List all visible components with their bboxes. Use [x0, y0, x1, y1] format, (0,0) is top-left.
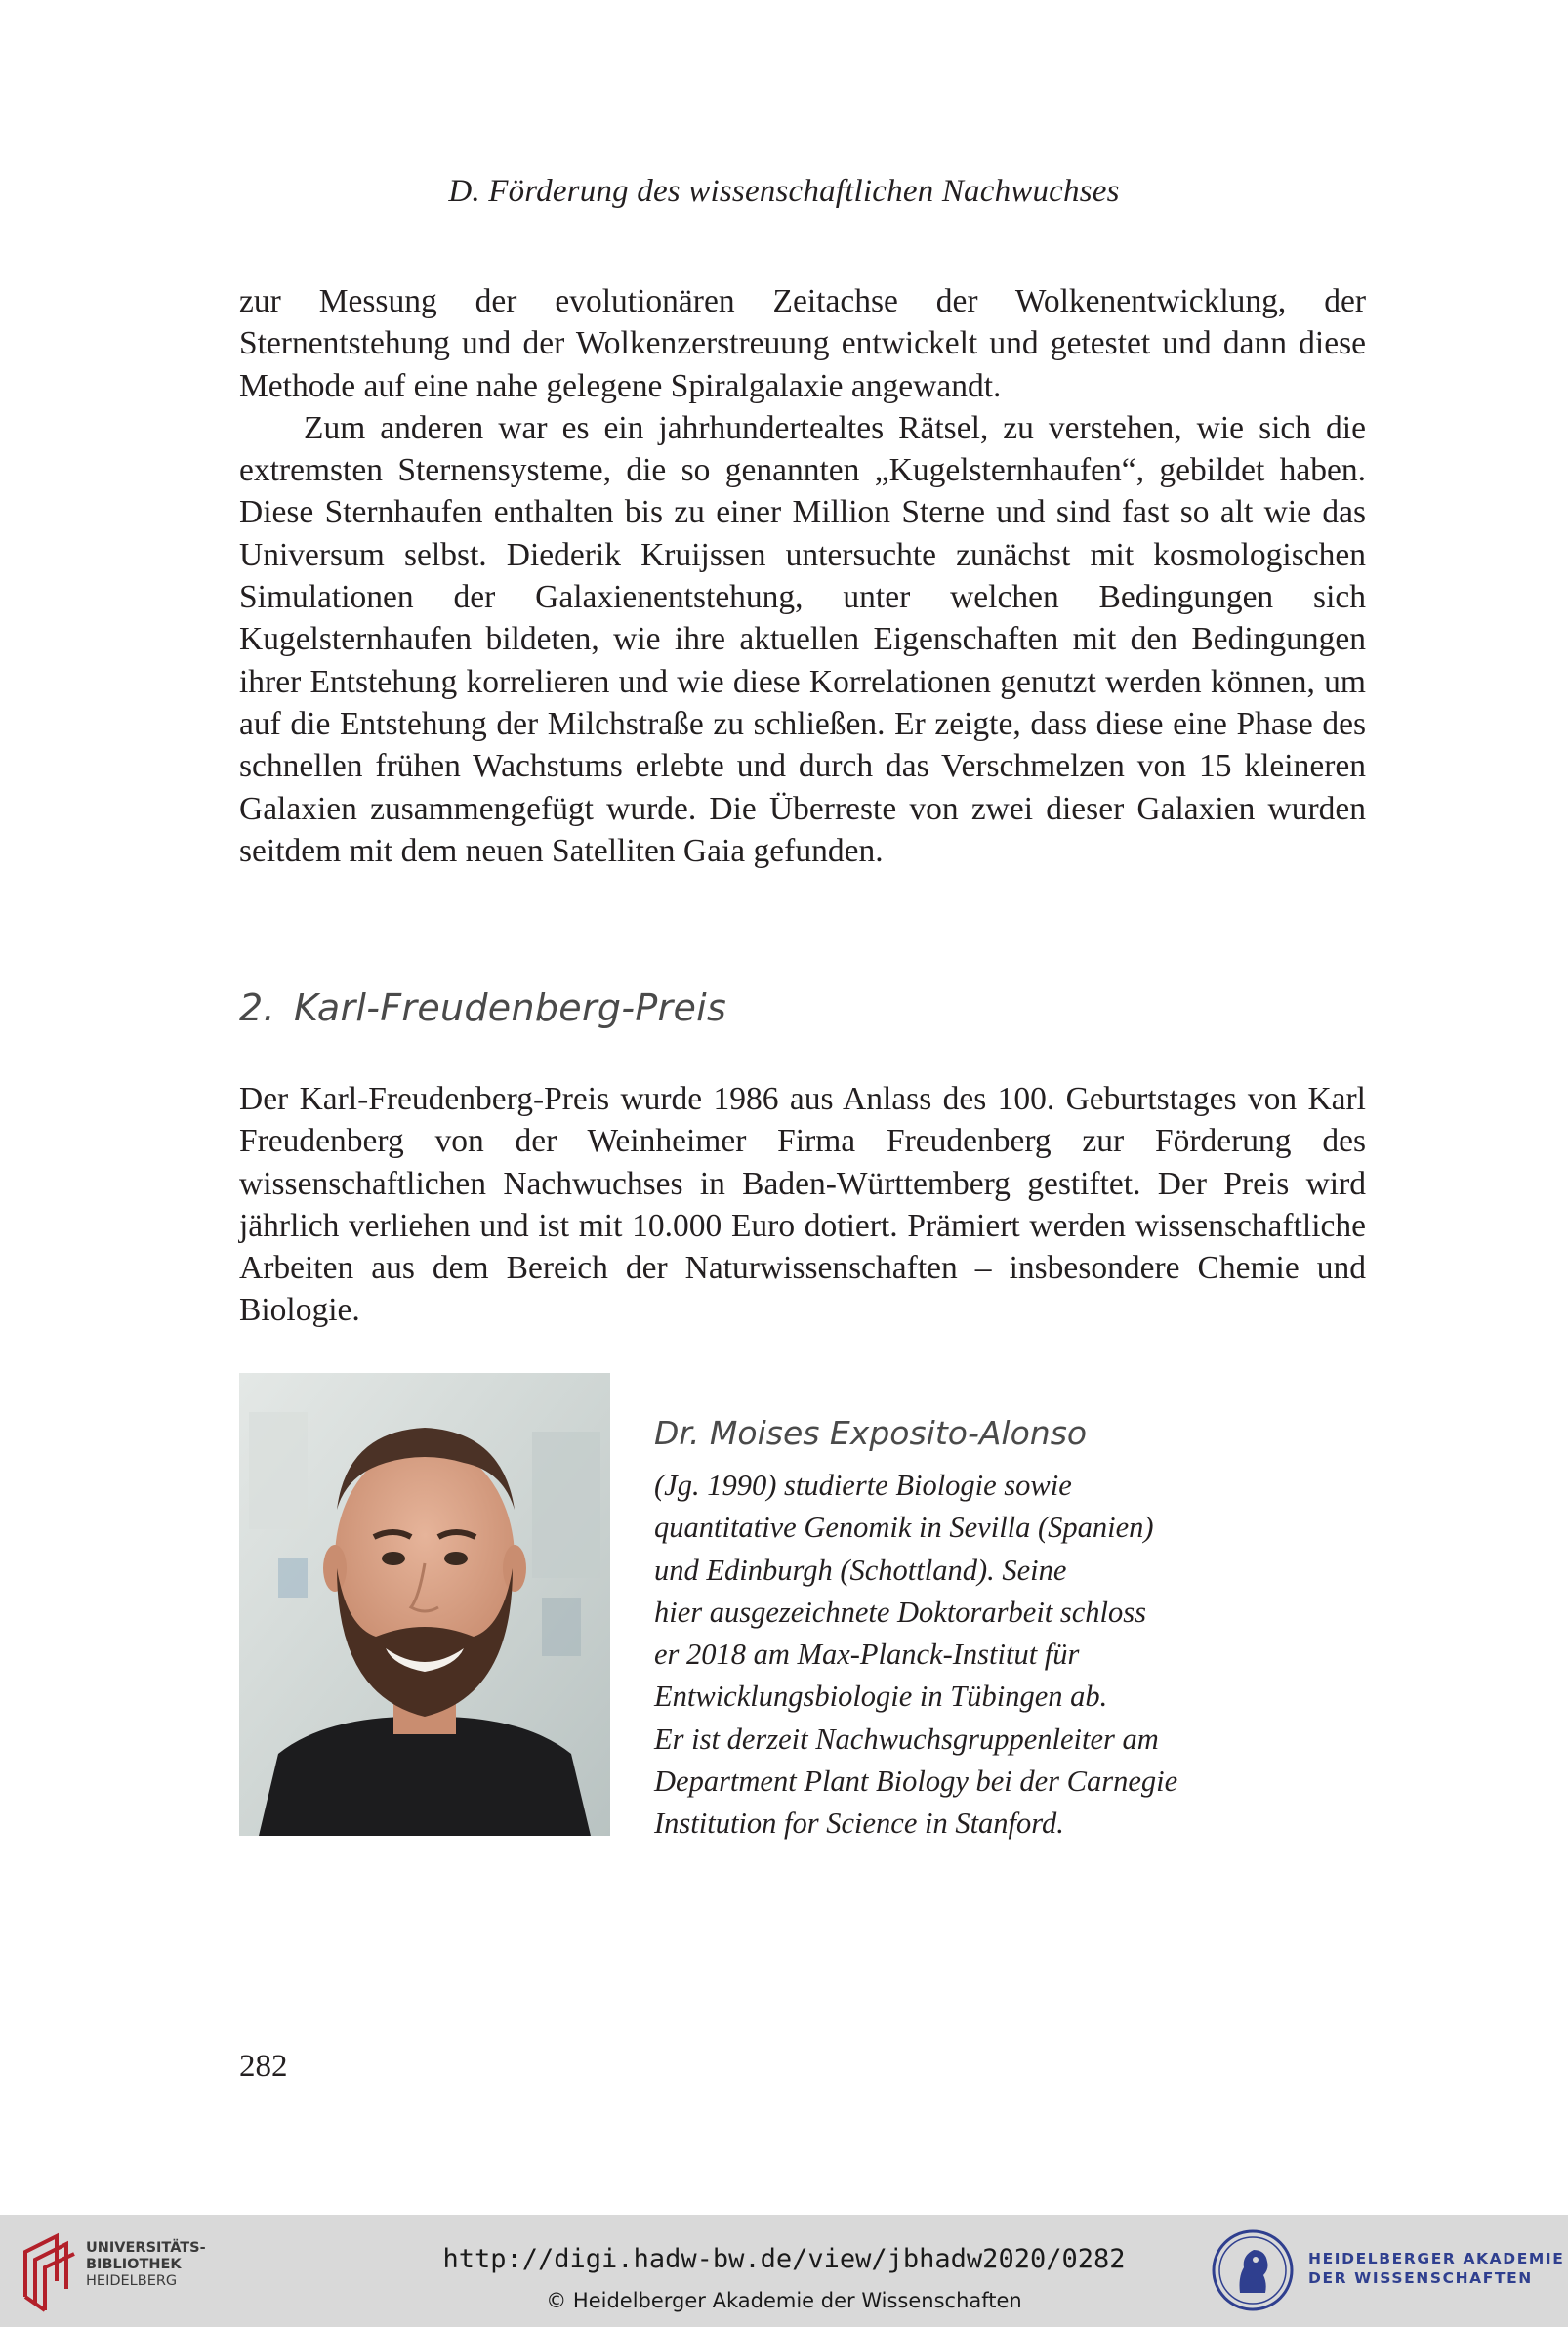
bio-line: Institution for Science in Stanford.	[654, 1807, 1064, 1841]
permalink[interactable]: http://digi.hadw-bw.de/view/jbhadw2020/0282	[442, 2244, 1126, 2274]
laureate-bio	[654, 1465, 1240, 1846]
bio-line: Er ist derzeit Nachwuchsgruppenleiter am	[654, 1722, 1159, 1756]
body-paragraph: Zum anderen war es ein jahrhundertealtes Rätsel, zu verstehen, wie sich die extremsten Sternensysteme, die so genannten „Kugelsternhaufen“, gebildet haben. Diese Sternhaufen enthalten bis zu einer Million Sterne und sind fast so alt wie das Universum selbst. Diederik Kruijssen untersuchte zunächst mit kosmologischen Simulationen der Galaxienentstehung, unter welchen Bedingungen sich Kugelsternhaufen bildeten, wie ihre aktuellen Eigenschaften mit den Bedingungen ihrer Entstehung korrelieren und wie diese Korrelationen genutzt werden können, um auf die Entstehung der Milchstraße zu schließen. Er zeigte, dass diese eine Phase des schnellen frühen Wachstums erlebte und durch das Verschmelzen von 15 kleineren Galaxien zusammengefügt wurde. Die Überreste von zwei dieser Galaxien wurden seitdem mit dem neuen Satelliten Gaia gefunden.	[239, 409, 1366, 869]
bio-line: Entwicklungsbiologie in Tübingen ab.	[654, 1680, 1108, 1714]
bio-line: quantitative Genomik in Sevilla (Spanien)	[654, 1511, 1154, 1545]
academy-line: DER WISSENSCHAFTEN	[1308, 2269, 1533, 2287]
library-line: HEIDELBERG	[86, 2273, 178, 2289]
bio-line: und Edinburgh (Schottland). Seine	[654, 1553, 1067, 1587]
section-body	[239, 1078, 1366, 1332]
academy-name	[1308, 2249, 1564, 2288]
bio-line: hier ausgezeichnete Doktorarbeit schloss	[654, 1595, 1147, 1629]
section-number: 2.	[239, 986, 275, 1029]
bio-line: Department Plant Biology bei der Carnegie	[654, 1765, 1178, 1799]
bio-line: (Jg. 1990) studierte Biologie sowie	[654, 1469, 1072, 1502]
library-line: BIBLIOTHEK	[86, 2257, 182, 2272]
section-title: Karl-Freudenberg-Preis	[294, 986, 727, 1029]
page-number: 282	[239, 2049, 288, 2084]
laureate-portrait	[239, 1373, 610, 1836]
academy-seal-icon	[1211, 2228, 1295, 2312]
body-paragraph: Der Karl-Freudenberg-Preis wurde 1986 aus Anlass des 100. Geburtstages von Karl Freudenberg von der Weinheimer Firma Freudenberg zur Förderung des wissenschaftlichen Nachwuchses in Baden-Württemberg gestiftet. Der Preis wird jährlich verliehen und ist mit 10.000 Euro dotiert. Prämiert werden wissenschaftliche Arbeiten aus dem Bereich der Naturwissenschaften – insbesondere Chemie und Biologie.	[239, 1081, 1366, 1329]
bio-line: er 2018 am Max-Planck-Institut für	[654, 1638, 1080, 1672]
academy-line: HEIDELBERGER AKADEMIE	[1308, 2250, 1565, 2267]
library-line: UNIVERSITÄTS-	[86, 2240, 206, 2256]
portrait-photo	[239, 1373, 610, 1836]
running-head: D. Förderung des wissenschaftlichen Nachwuchses	[448, 174, 1120, 209]
section-heading	[239, 986, 726, 1029]
body-paragraph: zur Messung der evolutionären Zeitachse der Wolkenentwicklung, der Sternentstehung und der Wolkenzerstreuung entwickelt und getestet und dann diese Methode auf eine nahe gelegene Spiralgalaxie angewandt.	[239, 283, 1366, 404]
laureate-name: Dr. Moises Exposito-Alonso	[654, 1414, 1088, 1452]
body-text-top	[239, 280, 1366, 872]
copyright-notice: © Heidelberger Akademie der Wissenschaften	[546, 2289, 1022, 2312]
footer-bar	[0, 2215, 1568, 2327]
